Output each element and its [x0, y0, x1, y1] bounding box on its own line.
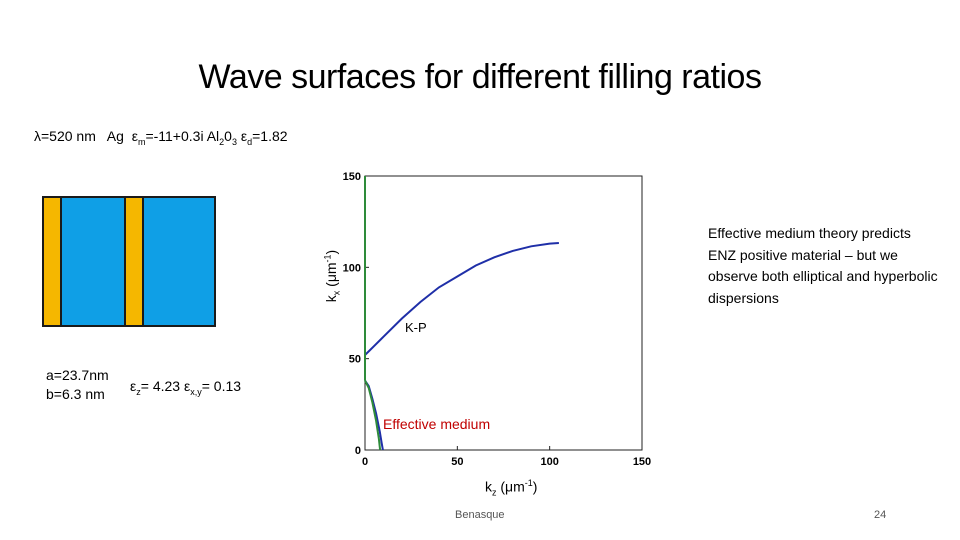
ez-value: = 4.23	[140, 378, 181, 394]
page-number: 24	[874, 509, 887, 521]
series-line-k-p	[365, 243, 559, 355]
x-tick-label: 150	[632, 456, 652, 468]
dielectric-sub-1: 2	[219, 136, 225, 147]
exy-subscript: x,y	[190, 386, 202, 397]
eps-d-symbol: ε	[240, 128, 248, 144]
wavelength-text: λ=520 nm	[34, 128, 96, 144]
dielectric-sub-2: 3	[231, 136, 237, 147]
x-label-main: k	[485, 478, 492, 495]
period-a: a=23.7nm	[46, 367, 109, 383]
thickness-b: b=6.3 nm	[46, 386, 105, 402]
dielectric-text: Al	[206, 128, 220, 144]
exy-symbol: ε	[183, 378, 191, 394]
curves	[365, 176, 559, 450]
ez-subscript: z	[136, 386, 141, 397]
y-label-close: )	[322, 249, 339, 255]
eps-d-subscript: d	[247, 136, 253, 147]
eps-d-value: =1.82	[252, 128, 288, 144]
eps-m-value: =-11+0.3i	[145, 128, 204, 144]
exy-value: = 0.13	[201, 378, 242, 394]
footer-venue: Benasque	[455, 509, 505, 521]
slide-title: Wave surfaces for different filling ratios	[198, 58, 762, 96]
y-tick-label: 50	[348, 353, 361, 366]
eps-m-symbol: ε	[131, 128, 138, 144]
dielectric-mid: 0	[224, 128, 232, 144]
x-axis-label	[485, 478, 537, 497]
x-tick-label: 0	[361, 456, 369, 468]
x-label-unit: (μm	[496, 478, 525, 495]
ez-symbol: ε	[130, 378, 137, 394]
x-tick-label: 50	[451, 456, 464, 468]
plot-frame	[365, 176, 642, 450]
x-label-exp: -1	[524, 478, 533, 488]
eps-m-subscript: m	[137, 136, 146, 147]
kp-label: K-P	[405, 320, 427, 335]
y-label-sub: x	[331, 290, 342, 296]
metal-text: Ag	[106, 128, 124, 144]
x-label-close: )	[532, 478, 538, 495]
observation-note: Effective medium theory predicts ENZ positive material – but we observe both elliptical and hyperbolic dispersions	[708, 225, 938, 306]
y-tick-label: 0	[354, 445, 361, 457]
y-label-exp: -1	[322, 254, 333, 263]
y-tick-label: 100	[342, 262, 361, 275]
x-tick-label: 100	[540, 456, 559, 468]
y-label-unit: (μm	[322, 262, 339, 291]
x-label-sub: z	[492, 487, 497, 498]
y-tick-label: 150	[342, 171, 361, 183]
effective-medium-label: Effective medium	[383, 416, 491, 432]
y-label-main: k	[322, 295, 339, 303]
series-line-k-p-lower	[365, 381, 383, 450]
series-line-effective-medium-lower	[365, 381, 380, 450]
